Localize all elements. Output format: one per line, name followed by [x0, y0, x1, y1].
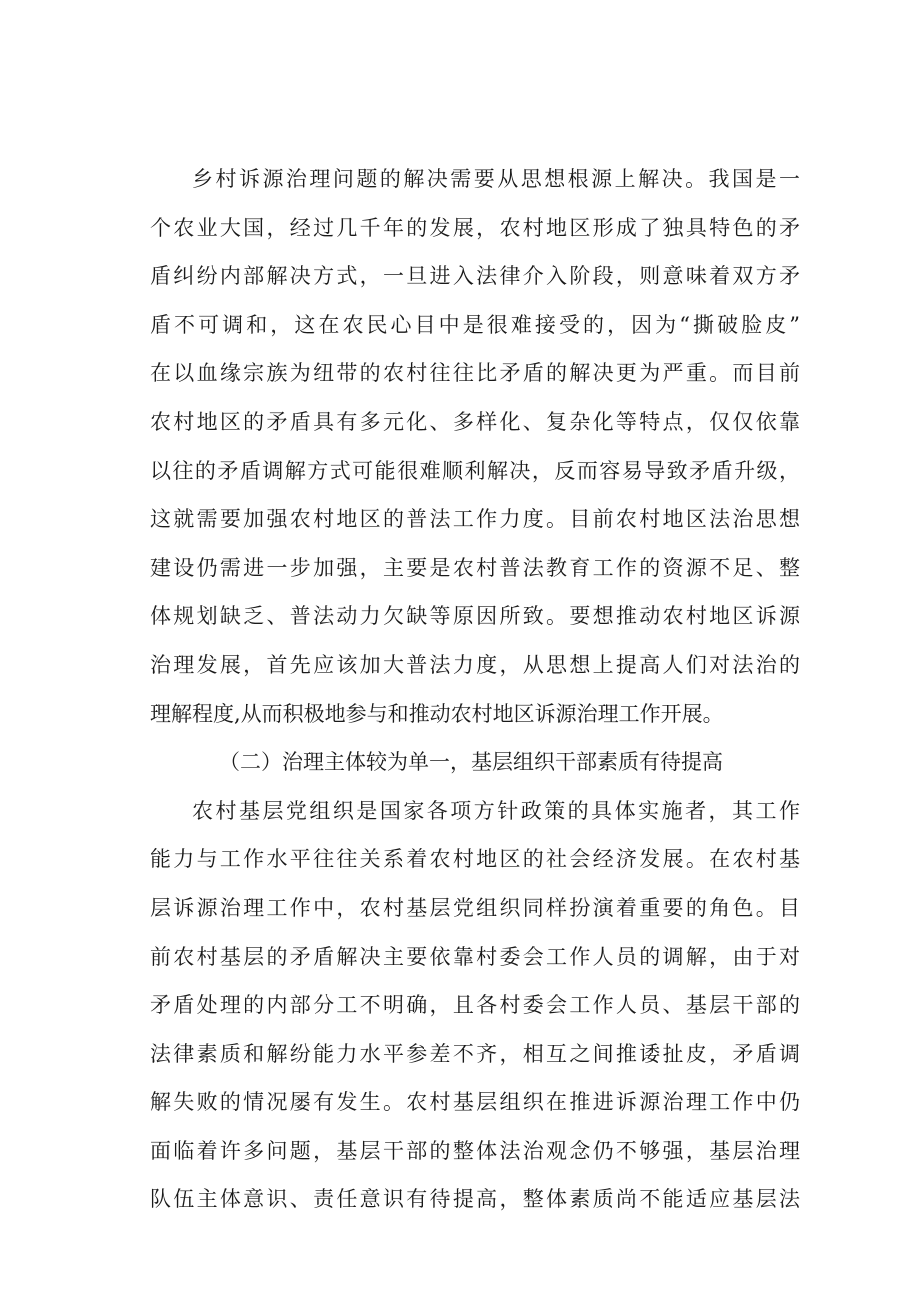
paragraph-line: 农村地区的矛盾具有多元化、多样化、复杂化等特点，仅仅依靠 [150, 409, 800, 434]
paragraph-line: 能力与工作水平往往关系着农村地区的社会经济发展。在农村基 [150, 847, 800, 872]
paragraph-line: 乡村诉源治理问题的解决需要从思想根源上解决。我国是一 [192, 167, 800, 191]
paragraph-line: 队伍主体意识、责任意识有待提高，整体素质尚不能适应基层法 [150, 1187, 800, 1212]
paragraph-2 [150, 787, 800, 1224]
paragraph-line: 理解程度,从而积极地参与和推动农村地区诉源治理工作开展。 [150, 701, 724, 726]
paragraph-line: 以往的矛盾调解方式可能很难顺利解决，反而容易导致矛盾升级， [150, 458, 800, 483]
paragraph-line: 在以血缘宗族为纽带的农村往往比矛盾的解决更为严重。而目前 [150, 361, 800, 386]
paragraph-line: 农村基层党组织是国家各项方针政策的具体实施者，其工作 [192, 798, 800, 823]
section-heading: （二）治理主体较为单一，基层组织干部素质有待提高 [219, 750, 723, 775]
paragraph-line: 盾不可调和，这在农民心目中是很难接受的，因为“撕破脸皮” [150, 312, 800, 337]
paragraph-line: 这就需要加强农村地区的普法工作力度。目前农村地区法治思想 [150, 507, 800, 532]
paragraph-line: 治理发展，首先应该加大普法力度，从思想上提高人们对法治的 [150, 652, 800, 677]
paragraph-line: 法律素质和解纷能力水平参差不齐，相互之间推诿扯皮，矛盾调 [150, 1041, 800, 1066]
paragraph-line: 层诉源治理工作中，农村基层党组织同样扮演着重要的角色。目 [150, 895, 800, 920]
paragraph-1 [150, 155, 800, 738]
paragraph-line: 矛盾处理的内部分工不明确，且各村委会工作人员、基层干部的 [150, 993, 800, 1018]
paragraph-line: 盾纠纷内部解决方式，一旦进入法律介入阶段，则意味着双方矛 [150, 264, 800, 289]
body-text [150, 155, 800, 1224]
paragraph-line: 面临着许多问题，基层干部的整体法治观念仍不够强，基层治理 [150, 1138, 800, 1163]
paragraph-line: 前农村基层的矛盾解决主要依靠村委会工作人员的调解，由于对 [150, 944, 800, 969]
paragraph-line: 建设仍需进一步加强，主要是农村普法教育工作的资源不足、整 [150, 555, 800, 580]
paragraph-line: 个农业大国，经过几千年的发展，农村地区形成了独具特色的矛 [150, 215, 800, 240]
paragraph-line: 体规划缺乏、普法动力欠缺等原因所致。要想推动农村地区诉源 [150, 604, 800, 629]
paragraph-line: 解失败的情况屡有发生。农村基层组织在推进诉源治理工作中仍 [150, 1090, 800, 1115]
